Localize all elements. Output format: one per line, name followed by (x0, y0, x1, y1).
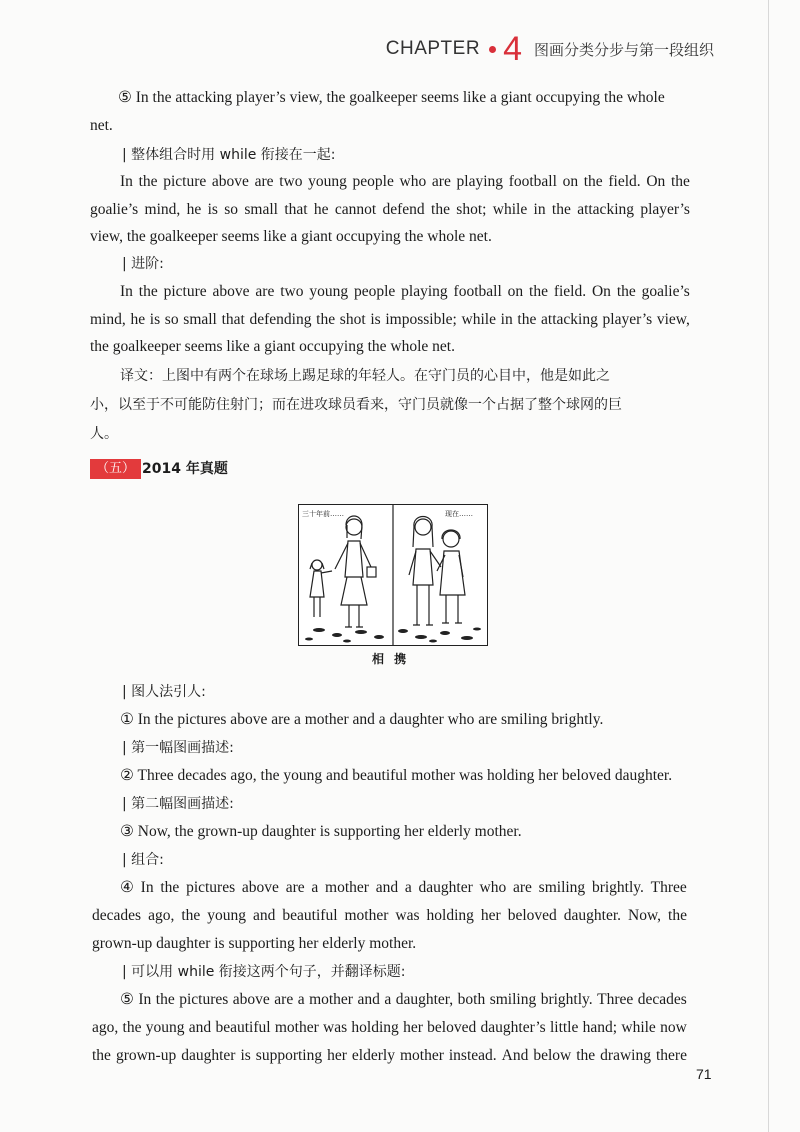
word: was (323, 1019, 348, 1036)
word: ④ (120, 879, 134, 896)
sentence-5b-line-3 (92, 1046, 687, 1066)
word: decades (637, 991, 687, 1008)
word: are (274, 991, 294, 1008)
word: is (149, 311, 161, 328)
sentence-1: ① In the pictures above are a mother and a daughter who are smiling brightly. (120, 711, 604, 728)
word: young (309, 283, 349, 300)
word: and (188, 1019, 212, 1036)
word: who (399, 173, 427, 190)
label-first-picture: | 第一幅图画描述: (122, 740, 234, 756)
label-combine: | 组合: (122, 852, 164, 868)
advanced-line-1 (120, 282, 690, 302)
label-second-picture: | 第二幅图画描述: (122, 796, 234, 812)
chapter-header (386, 32, 714, 66)
word: her (327, 1047, 347, 1064)
word: holding (426, 907, 474, 924)
word: football (453, 283, 502, 300)
word: both (457, 991, 486, 1008)
word: young (207, 907, 247, 924)
word: so (224, 201, 239, 218)
sentence-4-line-2 (92, 906, 687, 926)
word: shot; (456, 201, 487, 218)
word: beautiful (215, 1019, 271, 1036)
word: so (164, 311, 179, 328)
sentence-5-line-1: ⑤ In the attacking player’s view, the goalkeeper seems like a giant occupying the whole (118, 89, 665, 106)
word: the (431, 201, 450, 218)
word: playing (456, 173, 504, 190)
word: two (279, 173, 303, 190)
word: the (616, 283, 636, 300)
word: attacking (541, 311, 598, 328)
word: who (479, 879, 507, 896)
word: pictures (179, 991, 229, 1008)
word: and (375, 879, 399, 896)
word: elderly (351, 1047, 395, 1064)
word: decades (92, 907, 142, 924)
sentence-3: ③ Now, the grown-up daughter is supporting her elderly mother. (120, 823, 522, 840)
word: brightly. (540, 991, 593, 1008)
word: mind, (90, 311, 126, 328)
illustration-caption: 相 携 (372, 652, 410, 666)
word: is (370, 311, 381, 328)
word: are (254, 173, 274, 190)
word: the (668, 907, 687, 924)
word: the (155, 991, 175, 1008)
word: Three (597, 991, 634, 1008)
word: picture (163, 173, 207, 190)
small-daughter-figure (310, 560, 332, 617)
word: defend (382, 201, 425, 218)
word: defending (249, 311, 312, 328)
word: the (517, 311, 537, 328)
word: instead. (448, 1047, 497, 1064)
advanced-line-2 (90, 310, 690, 330)
word: the (138, 173, 158, 190)
chapter-number: 4 (503, 30, 522, 68)
word: small (244, 201, 278, 218)
word: little (549, 1019, 579, 1036)
combined-line-3: view, the goalkeeper seems like a giant occupying the whole net. (90, 228, 492, 245)
word: brightly. (591, 879, 644, 896)
translation-line-2: 小，以至于不可能防住射门；而在进攻球员看来，守门员就像一个占据了整个球网的巨 (90, 397, 622, 413)
word: are (285, 879, 305, 896)
sentence-2: ② Three decades ago, the young and beautiful mother was holding her beloved daughter. (120, 767, 673, 784)
word: are (431, 173, 451, 190)
word: mother (309, 991, 353, 1008)
word: above (241, 879, 279, 896)
word: the (529, 283, 548, 300)
word: mother (325, 879, 369, 896)
word: smiling (489, 991, 537, 1008)
word: that (284, 201, 308, 218)
word: and (357, 991, 380, 1008)
word: shot (339, 311, 366, 328)
word: a (311, 879, 319, 896)
word: football (508, 173, 557, 190)
word: mother (344, 907, 389, 924)
grown-daughter-figure (409, 517, 441, 626)
word: view, (656, 311, 690, 328)
word: field. (608, 173, 641, 190)
word: goalie’s (90, 201, 139, 218)
section-tag: （五） (90, 459, 141, 479)
word: player’s (602, 311, 653, 328)
word: In (140, 879, 154, 896)
word: on (507, 283, 524, 300)
word: grown-up (115, 1047, 177, 1064)
word: he (313, 201, 329, 218)
word: beloved (427, 1019, 477, 1036)
word: below (533, 1047, 572, 1064)
word: people (353, 283, 396, 300)
word: above (211, 173, 249, 190)
word: On (591, 283, 611, 300)
word: above (212, 283, 250, 300)
word: daughter. (563, 907, 622, 924)
word: the (551, 201, 571, 218)
word: holding (351, 1019, 399, 1036)
word: daughter (418, 879, 473, 896)
young-mother-figure (335, 516, 376, 627)
word: on (562, 173, 579, 190)
combined-line-2 (90, 200, 690, 220)
word: goalie’s (641, 283, 690, 300)
page-number: 71 (696, 1066, 712, 1082)
word: while (461, 311, 496, 328)
word: mind, (144, 201, 181, 218)
ground-marks-right (398, 628, 481, 643)
sentence-5b-line-2 (92, 1018, 687, 1038)
label-combine-while: | 整体组合时用 while 衔接在一起: (122, 147, 336, 163)
translation-line-1: 译文：上图中有两个在球场上踢足球的年轻人。在守门员的心目中，他是如此之 (120, 368, 610, 384)
word: And (501, 1047, 529, 1064)
word: a (384, 991, 392, 1008)
word: In (138, 991, 152, 1008)
word: and (253, 907, 276, 924)
panel-left-label: 三十年前…… (302, 510, 344, 518)
word: mother (274, 1019, 319, 1036)
word: field. (553, 283, 587, 300)
word: the (583, 173, 603, 190)
combined-line-1 (120, 172, 690, 192)
word: young (308, 173, 347, 190)
word: her (480, 907, 501, 924)
word: above (232, 991, 270, 1008)
word: now (660, 1019, 687, 1036)
word: are (512, 879, 532, 896)
word: ago, (92, 1019, 119, 1036)
word: cannot (334, 201, 377, 218)
word: the (138, 283, 158, 300)
word: are (255, 283, 275, 300)
word: that (221, 311, 245, 328)
word: Now, (628, 907, 662, 924)
word: the (181, 907, 201, 924)
illustration-drawing (299, 505, 487, 645)
word: there (655, 1047, 687, 1064)
word: beautiful (282, 907, 338, 924)
label-advanced: | 进阶: (122, 256, 164, 272)
word: pictures (186, 879, 236, 896)
word: supporting (255, 1047, 323, 1064)
word: young (145, 1019, 185, 1036)
word: was (395, 907, 420, 924)
word: the (576, 1047, 596, 1064)
sentence-4-line-3: grown-up daughter is supporting her elderly mother. (92, 935, 417, 952)
sentence-5-line-2: net. (90, 117, 113, 134)
word: beloved (507, 907, 557, 924)
word: a (297, 991, 305, 1008)
word: smiling (538, 879, 586, 896)
word: ago, (148, 907, 175, 924)
word: is (207, 201, 218, 218)
ground-marks-left (305, 628, 384, 643)
chapter-word: CHAPTER (385, 38, 481, 59)
word: the (316, 311, 336, 328)
word: playing (401, 283, 448, 300)
word: the (92, 1047, 111, 1064)
word: small (183, 311, 217, 328)
word: player’s (640, 201, 690, 218)
word: Three (650, 879, 687, 896)
word: he (130, 311, 146, 328)
sentence-4-line-1 (120, 878, 687, 898)
word: impossible; (385, 311, 457, 328)
section-title: 2014 年真题 (142, 461, 228, 477)
word: the (122, 1019, 142, 1036)
word: daughter’s (480, 1019, 546, 1036)
word: daughter (181, 1047, 236, 1064)
word: drawing (600, 1047, 651, 1064)
word: is (240, 1047, 251, 1064)
word: On (646, 173, 666, 190)
word: picture (163, 283, 207, 300)
word: while (492, 201, 528, 218)
word: the (160, 879, 180, 896)
word: her (403, 1019, 423, 1036)
word: attacking (577, 201, 634, 218)
elderly-mother-figure (437, 530, 465, 623)
word: in (533, 201, 546, 218)
translation-line-3: 人。 (90, 426, 118, 442)
word: two (280, 283, 304, 300)
label-while-title: | 可以用 while 衔接这两个句子，并翻译标题: (122, 964, 406, 980)
word: a (404, 879, 412, 896)
word: in (500, 311, 513, 328)
word: while (621, 1019, 656, 1036)
chapter-dot-icon (489, 46, 496, 53)
chapter-title: 图画分类分步与第一段组织 (533, 40, 714, 59)
page-edge-divider (768, 0, 769, 1132)
word: hand; (582, 1019, 618, 1036)
word: people (352, 173, 394, 190)
sentence-5b-line-1 (120, 990, 687, 1010)
word: daughter, (395, 991, 454, 1008)
word: he (186, 201, 202, 218)
word: In (120, 173, 133, 190)
word: the (670, 173, 690, 190)
advanced-line-3: the goalkeeper seems like a giant occupying the whole net. (90, 338, 455, 355)
word: mother (399, 1047, 444, 1064)
word: In (120, 283, 133, 300)
illustration-mother-daughter (298, 504, 488, 646)
word: ⑤ (120, 991, 134, 1008)
label-intro: | 图人法引人: (122, 684, 206, 700)
panel-right-label: 现在…… (445, 510, 473, 518)
